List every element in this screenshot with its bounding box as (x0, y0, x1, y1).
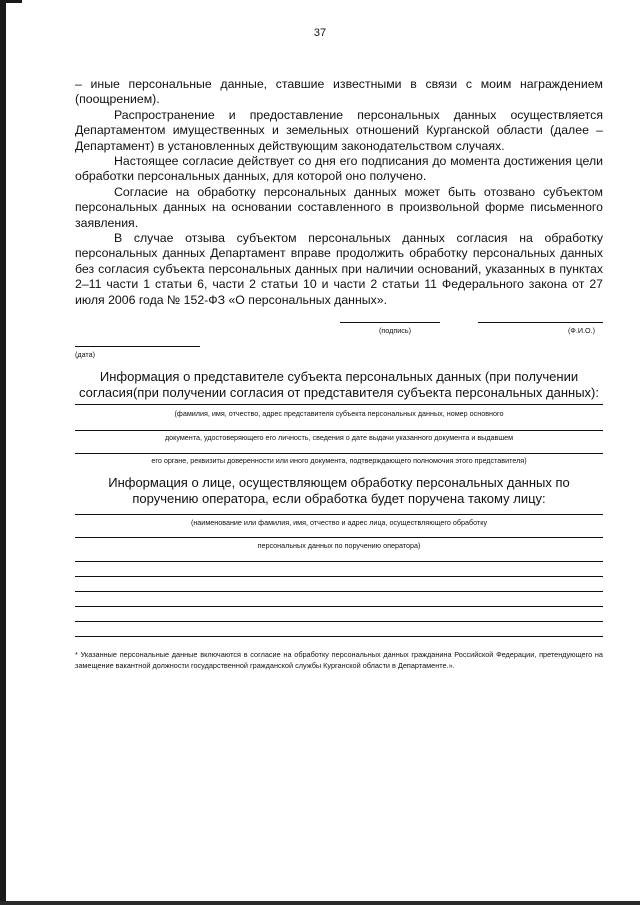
scan-border-top (0, 0, 22, 3)
representative-caption-1: (фамилия, имя, отчество, адрес представителя субъекта персональных данных, номер основного (174, 409, 504, 418)
blank-line-4[interactable] (75, 606, 603, 607)
full-name-line[interactable] (478, 322, 603, 323)
full-name-caption: (Ф.И.О.) (568, 326, 595, 335)
page-number: 37 (313, 27, 327, 39)
representative-line-3[interactable] (75, 453, 603, 454)
blank-line-2[interactable] (75, 576, 603, 577)
operator-line-2[interactable] (75, 537, 603, 538)
date-line[interactable] (75, 346, 200, 347)
representative-line-2[interactable] (75, 430, 603, 431)
consent-text (75, 77, 603, 308)
scan-border-left (0, 0, 6, 905)
blank-line-6[interactable] (75, 636, 603, 637)
paragraph-revocation: Согласие на обработку персональных данных может быть отозвано субъектом персональных данных на основании составленного в произвольной форме письменного заявления. (75, 184, 603, 230)
paragraph-validity: Настоящее согласие действует со дня его подписания до момента достижения цели обработки персональных данных, для которой оно получено. (75, 154, 603, 184)
signature-line[interactable] (340, 322, 440, 323)
representative-caption-3: его органе, реквизиты доверенности или иного документа, подтверждающего полномочия этого представителя) (151, 456, 527, 465)
scan-border-bottom (0, 901, 640, 905)
footnote: * Указанные персональные данные включаются в согласие на обработку персональных данных гражданина Российской Федерации, претендующего на замещение вакантной должности государственной гражданской службы Курганской области в Департаменте.». (75, 650, 603, 670)
paragraph-distribution: Распространение и предоставление персональных данных осуществляется Департаментом имущественных и земельных отношений Курганской области (далее – Департамент) в установленных действующим законодательством случаях. (75, 107, 603, 153)
representative-line-1[interactable] (75, 404, 603, 405)
date-caption: (дата) (75, 350, 96, 359)
operator-caption-2: персональных данных по поручению оператора) (257, 541, 421, 550)
representative-caption-2: документа, удостоверяющего его личность, сведения о дате выдачи указанного документа и выдавшем (164, 433, 514, 442)
representative-heading: Информация о представителе субъекта персональных данных (при получении согласия(при получении согласия от представителя субъекта персональных данных): (79, 369, 599, 400)
paragraph-continuation: В случае отзыва субъектом персональных данных согласия на обработку персональных данных Департамент вправе продолжить обработку персональных данных без согласия субъекта персональных данных при наличии оснований, указанных в пунктах 2–11 части 1 статьи 6, части 2 статьи 10 и части 2 статьи 11 Федерального закона от 27 июля 2006 года № 152-ФЗ «О персональных данных». (75, 231, 603, 307)
operator-caption-1: (наименование или фамилия, имя, отчество и адрес лица, осуществляющего обработку (190, 518, 488, 527)
operator-heading: Информация о лице, осуществляющем обработку персональных данных по поручению оператора, если обработка будет поручена такому лицу: (108, 475, 570, 506)
blank-line-5[interactable] (75, 621, 603, 622)
paragraph-other-data: – иные персональные данные, ставшие известными в связи с моим награждением (поощрением). (75, 77, 603, 107)
operator-line-1[interactable] (75, 514, 603, 515)
blank-line-1[interactable] (75, 561, 603, 562)
blank-line-3[interactable] (75, 591, 603, 592)
signature-caption: (подпись) (379, 326, 411, 335)
